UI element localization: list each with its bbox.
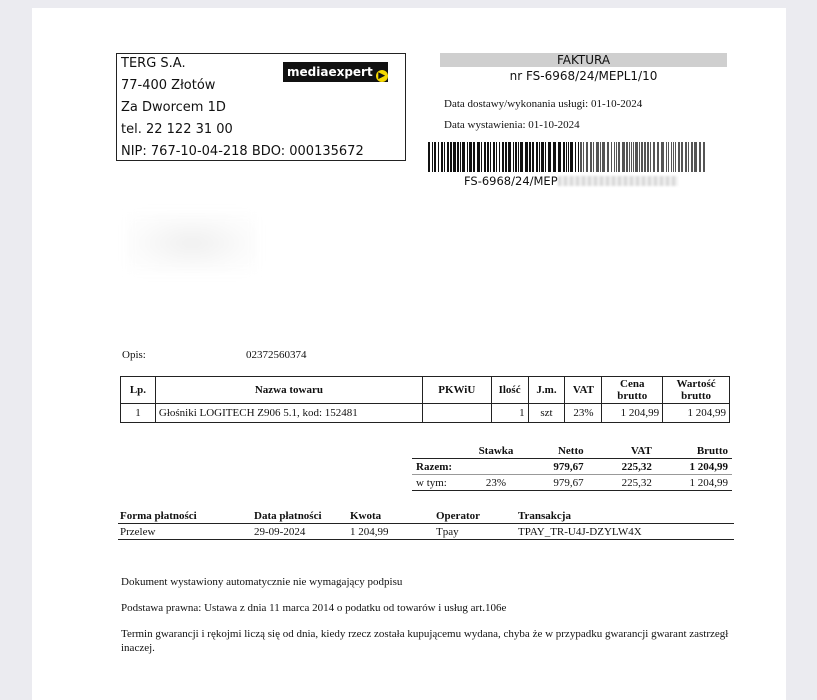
barcode-bar <box>694 142 697 172</box>
seller-street: Za Dworcem 1D <box>121 100 226 115</box>
totals-wtym-label: w tym: <box>412 475 465 491</box>
barcode-bar <box>558 142 561 172</box>
barcode-bar <box>583 142 584 172</box>
barcode-bar <box>644 142 646 172</box>
col-price: Cena brutto <box>602 377 663 404</box>
pay-form: Przelew <box>118 524 252 540</box>
barcode-bar <box>596 142 599 172</box>
barcode-bar <box>539 142 540 172</box>
barcode-bar <box>444 142 445 172</box>
pay-transaction: TPAY_TR-U4J-DZYLW4X <box>516 524 734 540</box>
barcode-bar <box>563 142 565 172</box>
barcode-bar <box>467 142 468 172</box>
barcode-bar <box>490 142 491 172</box>
pay-hdr-form: Forma płatności <box>118 508 252 524</box>
mediaexpert-logo: mediaexpert ▶ <box>283 62 388 82</box>
totals-wtym-stawka: 23% <box>465 475 527 491</box>
barcode-bar <box>525 142 528 172</box>
note-auto: Dokument wystawiony automatycznie nie wymagający podpisu <box>121 576 403 588</box>
seller-box <box>116 53 406 161</box>
barcode-bar <box>508 142 511 172</box>
cell-pkwiu <box>422 404 491 423</box>
note-warranty: Termin gwarancji i rękojmi liczą się od dnia, kiedy rzecz została kupującemu wydana, chyba że w przypadku gwarancji gwarant zastrzegł inaczej. <box>121 628 729 654</box>
barcode-bar <box>671 142 672 172</box>
seller-name: TERG S.A. <box>121 56 186 71</box>
barcode-bar <box>447 142 449 172</box>
pay-hdr-transaction: Transakcja <box>516 508 734 524</box>
seller-phone: tel. 22 122 31 00 <box>121 122 233 137</box>
cell-name: Głośniki LOGITECH Z906 5.1, kod: 152481 <box>155 404 422 423</box>
totals-hdr-stawka: Stawka <box>478 444 514 457</box>
cell-qty: 1 <box>491 404 528 423</box>
barcode-bar <box>493 142 495 172</box>
barcode-bar <box>432 142 433 172</box>
cell-price: 1 204,99 <box>602 404 663 423</box>
cell-unit: szt <box>528 404 565 423</box>
barcode-bar <box>499 142 500 172</box>
barcode-bar <box>520 142 523 172</box>
cell-vat: 23% <box>565 404 602 423</box>
barcode-bar <box>607 142 609 172</box>
payment-table <box>118 508 734 540</box>
totals-sum-label: Razem: <box>412 459 465 475</box>
barcode-bar <box>685 142 687 172</box>
barcode-bar <box>668 142 669 172</box>
barcode-bar <box>568 142 569 172</box>
barcode-bar <box>484 142 486 172</box>
barcode-bar <box>666 142 667 172</box>
redacted-region <box>558 176 678 186</box>
barcode-bar <box>487 142 489 172</box>
barcode-bar <box>650 142 651 172</box>
barcode-bar <box>641 142 643 172</box>
col-name: Nazwa towaru <box>155 377 422 404</box>
barcode-bar <box>450 142 452 172</box>
barcode-bar <box>457 142 459 172</box>
barcode-bar <box>428 142 430 172</box>
barcode-bar <box>553 142 556 172</box>
barcode-bar <box>618 142 620 172</box>
barcode-bar <box>513 142 514 172</box>
barcode-bar <box>473 142 475 172</box>
barcode-bar <box>639 142 640 172</box>
barcode-bar <box>699 142 701 172</box>
invoice-title: FAKTURA <box>440 53 727 67</box>
totals-wtym-vat: 225,32 <box>588 475 656 491</box>
barcode-bar <box>647 142 649 172</box>
barcode-bar <box>529 142 531 172</box>
opis-value: 02372560374 <box>246 349 307 361</box>
barcode-bar <box>438 142 439 172</box>
barcode-bar <box>460 142 461 172</box>
pay-hdr-amount: Kwota <box>348 508 434 524</box>
barcode-bar <box>545 142 546 172</box>
barcode-bar <box>661 142 664 172</box>
barcode-bar <box>586 142 588 172</box>
barcode-bar <box>626 142 628 172</box>
totals-wtym-netto: 979,67 <box>527 475 588 491</box>
barcode-bar <box>631 142 632 172</box>
col-lp: Lp. <box>121 377 156 404</box>
barcode-bar <box>673 142 674 172</box>
barcode-bar <box>614 142 615 172</box>
barcode-bar <box>578 142 579 172</box>
table-row <box>121 404 730 423</box>
barcode-bar <box>681 142 683 172</box>
totals-table <box>412 443 732 491</box>
barcode-bar <box>590 142 592 172</box>
barcode-bar <box>548 142 551 172</box>
pay-hdr-date: Data płatności <box>252 508 348 524</box>
barcode-bar <box>541 142 544 172</box>
barcode-bar <box>678 142 680 172</box>
opis-label: Opis: <box>122 349 146 361</box>
barcode-bar <box>703 142 705 172</box>
barcode-bar <box>462 142 465 172</box>
barcode-bar <box>566 142 567 172</box>
totals-sum-brutto: 1 204,99 <box>656 459 732 475</box>
note-legal: Podstawa prawna: Ustawa z dnia 11 marca 2014 o podatku od towarów i usług art.106e <box>121 602 507 614</box>
barcode-bar <box>505 142 507 172</box>
barcode-bar <box>622 142 625 172</box>
barcode-bar <box>575 142 576 172</box>
cell-lp: 1 <box>121 404 156 423</box>
pay-operator: Tpay <box>434 524 516 540</box>
barcode-bar <box>653 142 655 172</box>
barcode-bar <box>691 142 693 172</box>
seller-ids: NIP: 767-10-04-218 BDO: 000135672 <box>121 144 364 159</box>
barcode-bar <box>496 142 497 172</box>
barcode-bar <box>633 142 634 172</box>
table-row <box>118 524 734 540</box>
barcode-bar <box>688 142 689 172</box>
barcode-bar <box>515 142 517 172</box>
totals-wtym-brutto: 1 204,99 <box>656 475 732 491</box>
totals-hdr-netto: Netto <box>557 444 584 457</box>
col-value: Wartość brutto <box>663 377 730 404</box>
redacted-buyer-block <box>127 213 257 273</box>
barcode-bar <box>570 142 573 172</box>
play-icon: ▶ <box>376 70 388 82</box>
barcode-bar <box>441 142 443 172</box>
barcode-bar <box>453 142 456 172</box>
barcode-bar <box>593 142 594 172</box>
barcode-bar <box>635 142 638 172</box>
pay-amount: 1 204,99 <box>348 524 434 540</box>
invoice-number: nr FS-6968/24/MEPL1/10 <box>509 69 658 83</box>
barcode-bar <box>469 142 472 172</box>
barcode-bar <box>518 142 519 172</box>
col-pkwiu: PKWiU <box>422 377 491 404</box>
invoice-page <box>32 8 786 700</box>
barcode-bar <box>434 142 436 172</box>
barcode-bar <box>580 142 582 172</box>
col-unit: J.m. <box>528 377 565 404</box>
issue-date: Data wystawienia: 01-10-2024 <box>444 119 580 131</box>
barcode-bar <box>477 142 480 172</box>
totals-sum-vat: 225,32 <box>588 459 656 475</box>
barcode-bar <box>611 142 612 172</box>
seller-postal: 77-400 Złotów <box>121 78 216 93</box>
col-vat: VAT <box>565 377 602 404</box>
barcode-bar <box>502 142 504 172</box>
barcode-bar <box>536 142 538 172</box>
pay-hdr-operator: Operator <box>434 508 516 524</box>
items-table <box>120 376 730 423</box>
totals-sum-netto: 979,67 <box>527 459 588 475</box>
totals-hdr-vat: VAT <box>630 444 652 457</box>
barcode-bar <box>481 142 482 172</box>
barcode-bar <box>675 142 676 172</box>
barcode <box>428 142 705 172</box>
barcode-bar <box>616 142 617 172</box>
barcode-caption: FS-6968/24/MEP <box>464 174 678 188</box>
barcode-bar <box>532 142 534 172</box>
totals-hdr-brutto: Brutto <box>696 444 728 457</box>
col-qty: Ilość <box>491 377 528 404</box>
barcode-bar <box>602 142 605 172</box>
barcode-bar <box>600 142 601 172</box>
cell-value: 1 204,99 <box>663 404 730 423</box>
barcode-bar <box>657 142 659 172</box>
pay-date: 29-09-2024 <box>252 524 348 540</box>
delivery-date: Data dostawy/wykonania usługi: 01-10-2024 <box>444 98 643 110</box>
barcode-bar <box>629 142 630 172</box>
